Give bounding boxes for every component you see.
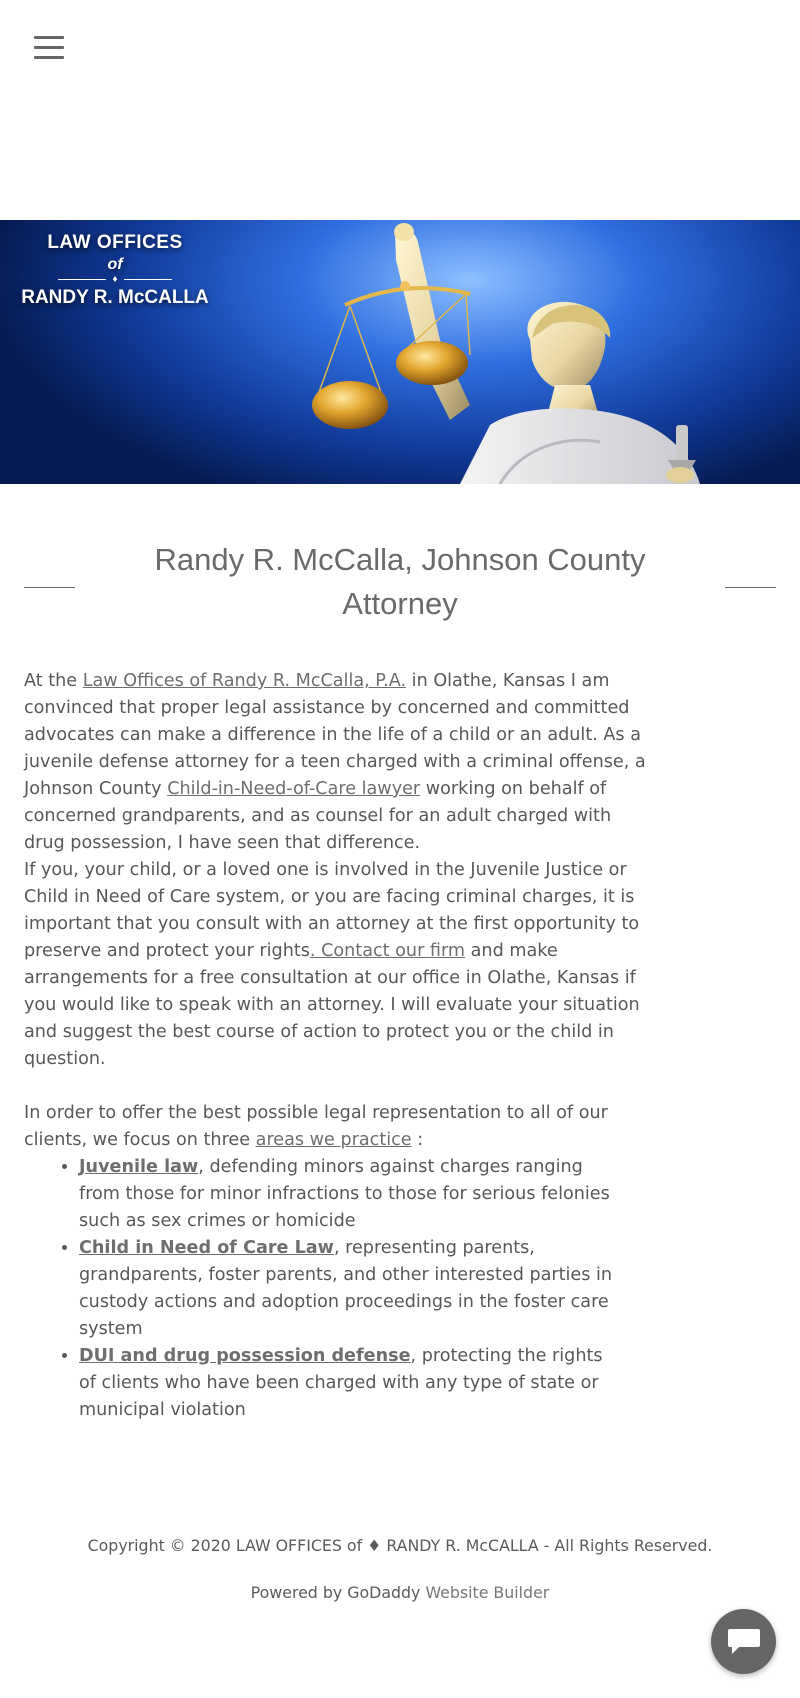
text-span: and make arrangements for a free consultation at our office in Olathe, Kansas if you would like to speak with an attorney. I will evaluate your situation and suggest the best course of action to protect you or the child in question. (24, 941, 640, 1069)
practice-areas-list (24, 1154, 649, 1424)
website-builder-link[interactable]: Website Builder (425, 1583, 550, 1602)
logo-line-3: RANDY R. McCALLA (21, 287, 209, 308)
contact-firm-link[interactable]: . Contact our firm (309, 941, 466, 961)
footer (0, 1536, 800, 1602)
hamburger-menu-icon[interactable] (34, 36, 64, 60)
logo-line-1: LAW OFFICES (47, 232, 183, 253)
text-span: If you, your child, or a loved one is involved in the Juvenile Justice or Child in Need of Care system, or you are facing criminal charges, it is important that you consult with an attorney at the first opportunity to preserve and protect your rights (24, 860, 640, 961)
text-span: , protecting the rights of clients who have been charged with any type of state or municipal violation (79, 1346, 603, 1420)
law-offices-link[interactable]: Law Offices of Randy R. McCalla, P.A. (82, 671, 407, 691)
cinc-lawyer-link[interactable]: Child-in-Need-of-Care lawyer (167, 779, 421, 799)
text-span: At the (24, 671, 83, 691)
dui-defense-link[interactable]: DUI and drug possession defense (79, 1346, 411, 1366)
diamond-icon: ♦ (112, 274, 118, 285)
logo[interactable] (20, 230, 210, 309)
page-title: Randy R. McCalla, Johnson County Attorney (154, 542, 646, 621)
list-item (79, 1235, 649, 1343)
heading-rule-left (24, 587, 75, 588)
text-span: : (411, 1130, 424, 1150)
powered-by (0, 1583, 800, 1602)
list-item (79, 1154, 649, 1235)
copyright-text: Copyright © 2020 LAW OFFICES of ♦ RANDY R. McCALLA - All Rights Reserved. (87, 1536, 713, 1555)
main-content (24, 668, 649, 1424)
hero-banner (0, 220, 800, 484)
cinc-law-link[interactable]: Child in Need of Care Law (79, 1238, 334, 1258)
text-span: , defending minors against charges ranging from those for minor infractions to those for serious felonies such as sex crimes or homicide (79, 1157, 610, 1231)
text-span: , representing parents, grandparents, foster parents, and other interested parties in custody actions and adoption proceedings in the foster care system (79, 1238, 613, 1339)
juvenile-law-link[interactable]: Juvenile law (79, 1157, 199, 1177)
intro-paragraph (24, 668, 649, 857)
heading-rule-right (725, 587, 776, 588)
text-span: working on behalf of concerned grandparents, and as counsel for an adult charged with drug possession, I have seen that difference. (24, 779, 612, 853)
text-span: Powered by GoDaddy (250, 1583, 426, 1602)
chat-bubble-icon (727, 1627, 761, 1657)
page-heading (24, 538, 776, 626)
list-item (79, 1343, 649, 1424)
logo-divider (20, 274, 210, 285)
text-span: In order to offer the best possible legal representation to all of our clients, we focus on three (24, 1103, 608, 1150)
logo-line-2: of (107, 256, 123, 273)
text-span: in Olathe, Kansas I am convinced that proper legal assistance by concerned and committed advocates can make a difference in the life of a child or an adult. As a juvenile defense attorney for a teen charged with a criminal offense, a Johnson County (24, 671, 646, 799)
areas-practice-link[interactable]: areas we practice (255, 1130, 412, 1150)
chat-button[interactable] (711, 1609, 776, 1674)
areas-intro-paragraph (24, 1100, 649, 1154)
consult-paragraph (24, 857, 649, 1073)
